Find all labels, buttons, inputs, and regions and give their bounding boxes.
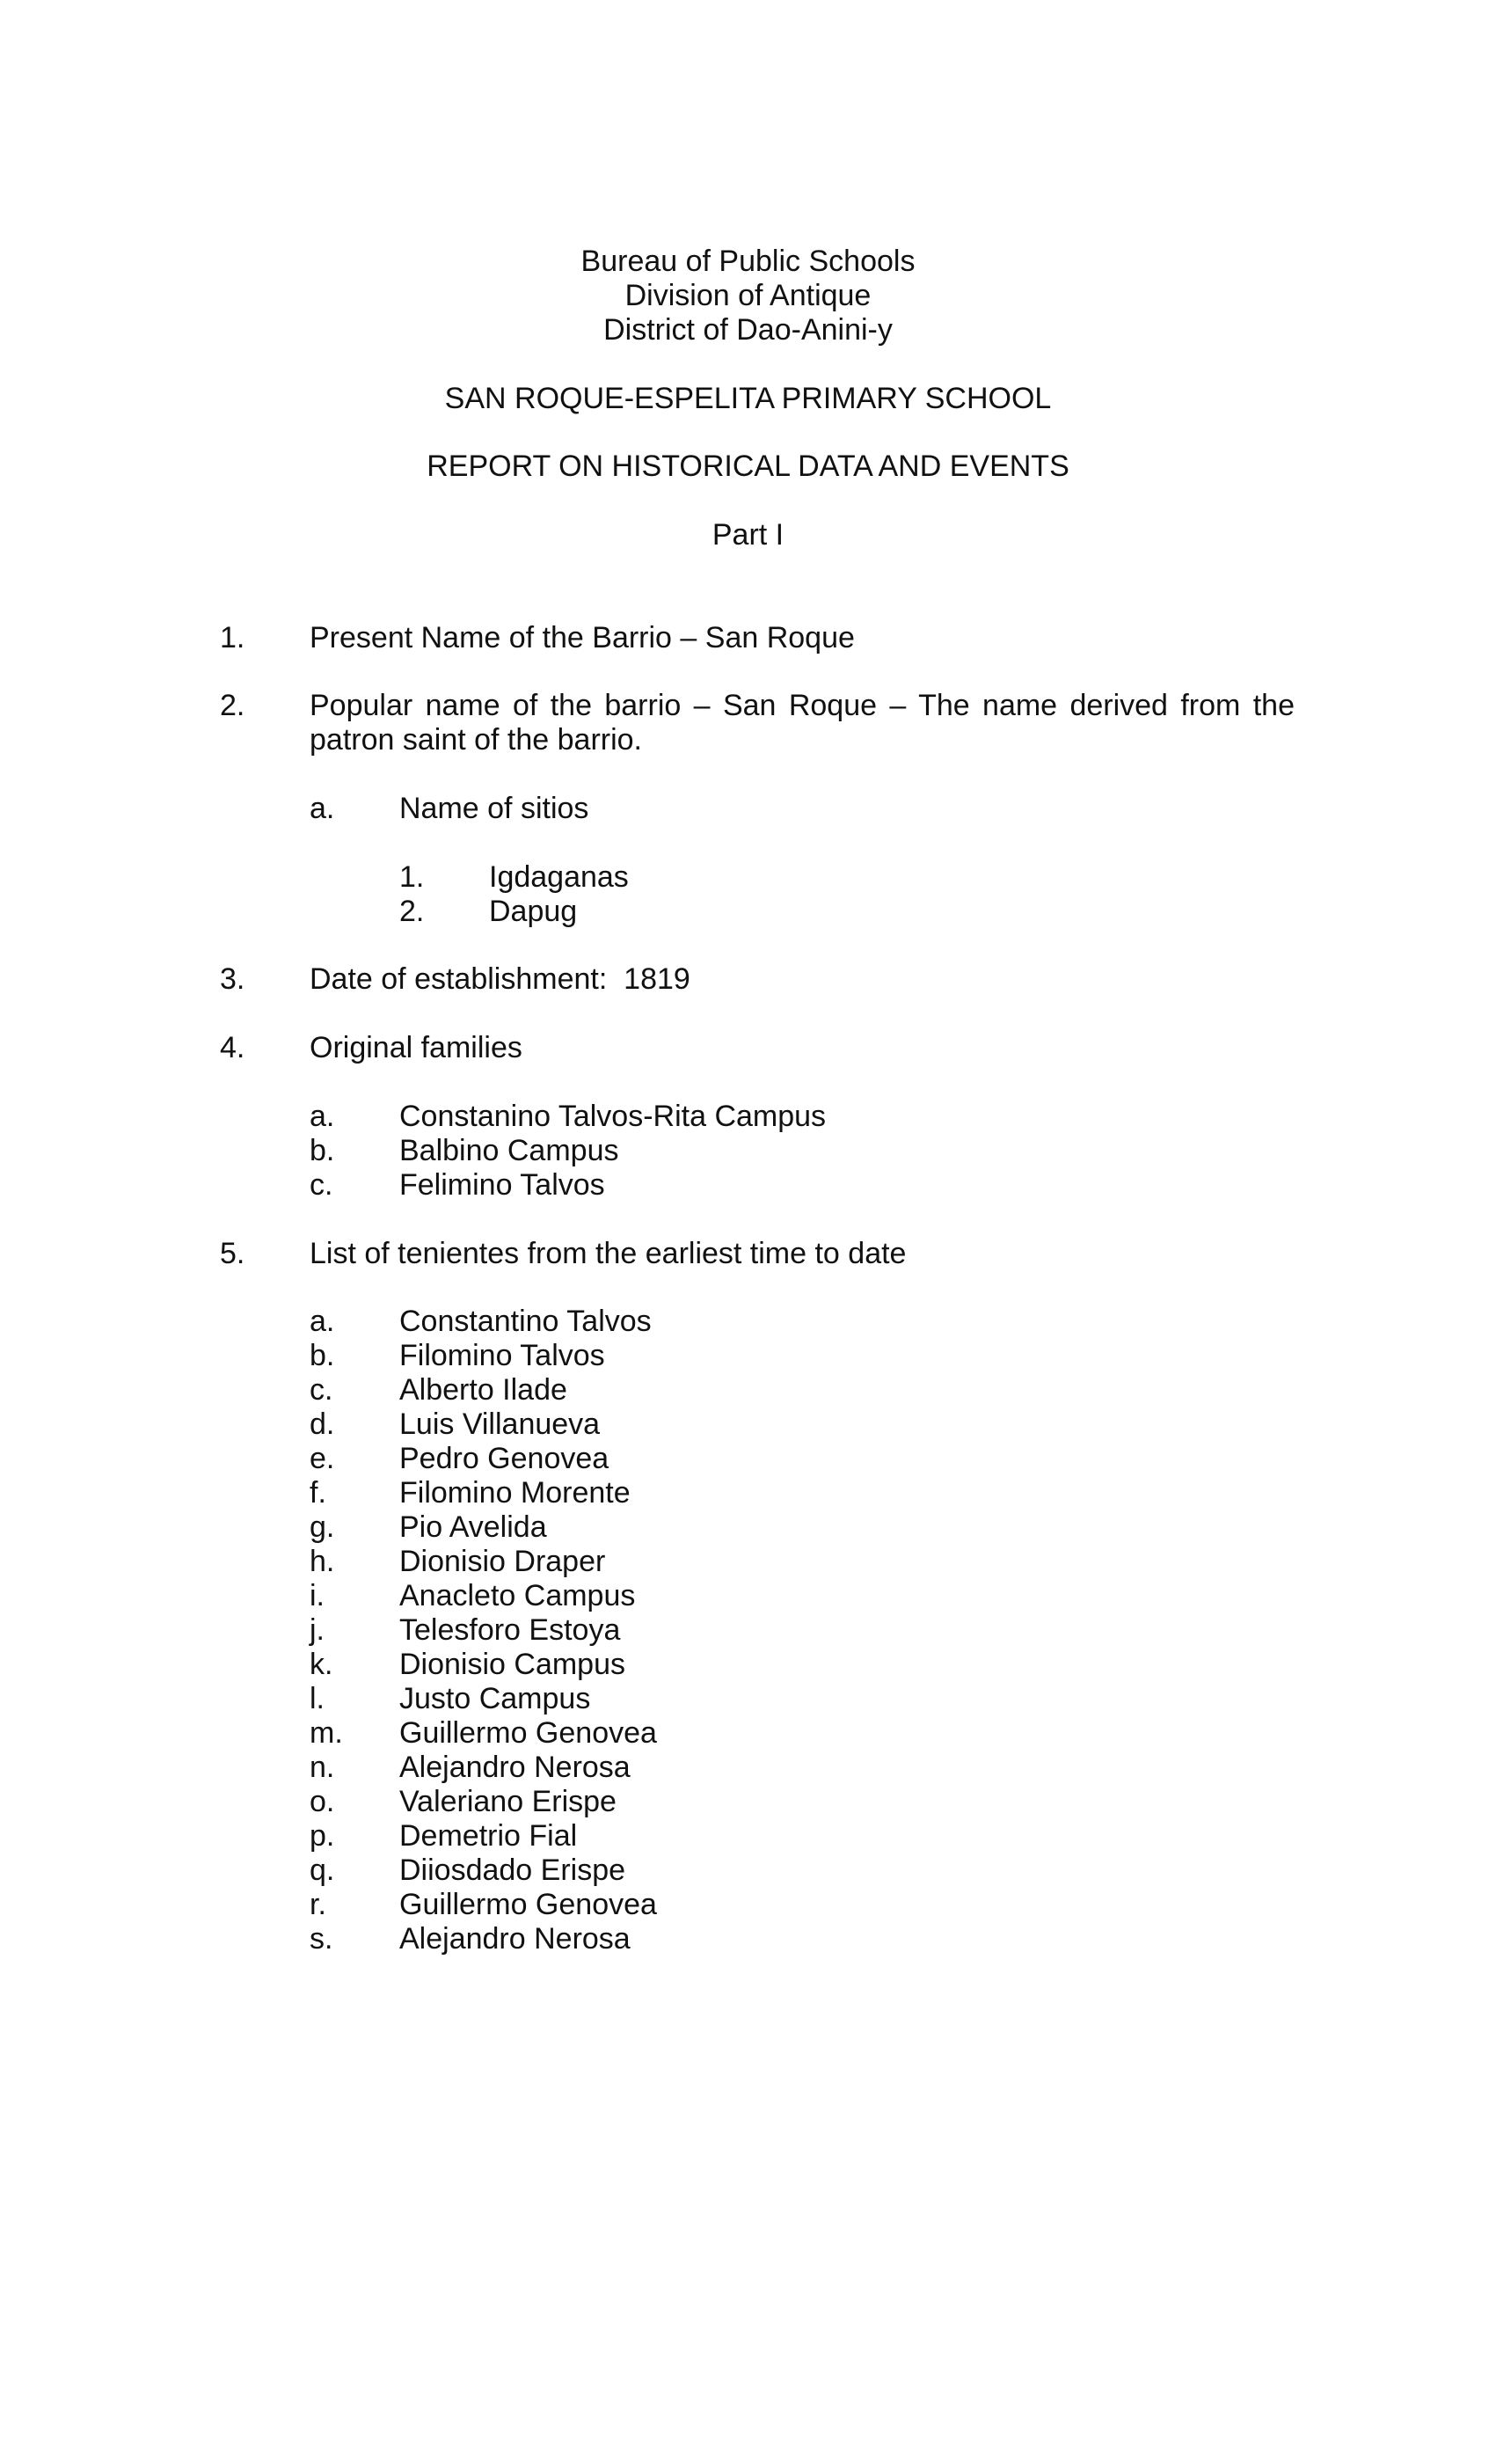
teniente-letter: g.: [310, 1510, 335, 1544]
family-name: Constanino Talvos-Rita Campus: [399, 1100, 827, 1133]
teniente-letter: j.: [310, 1613, 325, 1647]
teniente-name: Filomino Morente: [399, 1476, 631, 1510]
report-title: REPORT ON HISTORICAL DATA AND EVENTS: [427, 450, 1069, 483]
teniente-name: Dionisio Draper: [399, 1545, 606, 1578]
teniente-name: Filomino Talvos: [399, 1339, 605, 1372]
school-name: SAN ROQUE-ESPELITA PRIMARY SCHOOL: [444, 382, 1052, 415]
teniente-name: Dionisio Campus: [399, 1648, 625, 1681]
header-district: District of Dao-Anini-y: [603, 313, 893, 347]
teniente-name: Diiosdado Erispe: [399, 1853, 626, 1887]
teniente-letter: i.: [310, 1579, 325, 1612]
teniente-letter: b.: [310, 1339, 335, 1372]
header-division: Division of Antique: [624, 279, 872, 312]
teniente-letter: e.: [310, 1442, 335, 1475]
family-letter: c.: [310, 1168, 333, 1202]
teniente-letter: f.: [310, 1476, 326, 1510]
teniente-name: Luis Villanueva: [399, 1407, 601, 1441]
part-label: Part I: [712, 518, 784, 552]
item-5-number: 5.: [220, 1237, 245, 1270]
teniente-name: Alberto Ilade: [399, 1373, 567, 1407]
item-4-text: Original families: [310, 1031, 522, 1064]
teniente-letter: h.: [310, 1545, 335, 1578]
teniente-letter: q.: [310, 1853, 335, 1887]
teniente-name: Telesforo Estoya: [399, 1613, 621, 1647]
family-letter: b.: [310, 1134, 335, 1167]
teniente-letter: m.: [310, 1716, 343, 1750]
item-3-text: Date of establishment: 1819: [310, 962, 690, 996]
family-letter: a.: [310, 1100, 335, 1133]
teniente-letter: o.: [310, 1785, 335, 1818]
teniente-name: Anacleto Campus: [399, 1579, 636, 1612]
sitio-number: 2.: [399, 895, 425, 928]
item-4-number: 4.: [220, 1031, 245, 1064]
teniente-name: Demetrio Fial: [399, 1819, 578, 1853]
teniente-name: Valeriano Erispe: [399, 1785, 617, 1818]
sitio-number: 1.: [399, 860, 425, 894]
item-2-text: [310, 689, 1295, 757]
teniente-letter: k.: [310, 1648, 333, 1681]
item-2a-letter: a.: [310, 792, 335, 825]
teniente-letter: n.: [310, 1751, 335, 1784]
teniente-letter: c.: [310, 1373, 333, 1407]
item-2-text-line-2: patron saint of the barrio.: [310, 723, 643, 757]
teniente-letter: d.: [310, 1407, 335, 1441]
teniente-name: Alejandro Nerosa: [399, 1922, 631, 1956]
teniente-name: Constantino Talvos: [399, 1305, 652, 1338]
teniente-name: Justo Campus: [399, 1682, 591, 1715]
teniente-letter: a.: [310, 1305, 335, 1338]
item-1-text: Present Name of the Barrio – San Roque: [310, 621, 855, 654]
teniente-name: Alejandro Nerosa: [399, 1751, 631, 1784]
teniente-letter: s.: [310, 1922, 333, 1956]
item-2-number: 2.: [220, 689, 245, 722]
item-3-number: 3.: [220, 962, 245, 996]
sitio-name: Igdaganas: [489, 860, 629, 894]
item-2a-text: Name of sitios: [399, 792, 589, 825]
family-name: Felimino Talvos: [399, 1168, 605, 1202]
teniente-letter: r.: [310, 1888, 326, 1921]
teniente-letter: p.: [310, 1819, 335, 1853]
item-5-text: List of tenientes from the earliest time to date: [310, 1237, 907, 1270]
item-1-number: 1.: [220, 621, 245, 654]
sitio-name: Dapug: [489, 895, 578, 928]
teniente-name: Pio Avelida: [399, 1510, 547, 1544]
teniente-letter: l.: [310, 1682, 325, 1715]
header-bureau: Bureau of Public Schools: [580, 245, 916, 278]
teniente-name: Guillermo Genovea: [399, 1716, 657, 1750]
teniente-name: Pedro Genovea: [399, 1442, 609, 1475]
family-name: Balbino Campus: [399, 1134, 619, 1167]
teniente-name: Guillermo Genovea: [399, 1888, 657, 1921]
item-2-text-line-1: Popular name of the barrio – San Roque – The name derived from the: [310, 689, 1295, 722]
